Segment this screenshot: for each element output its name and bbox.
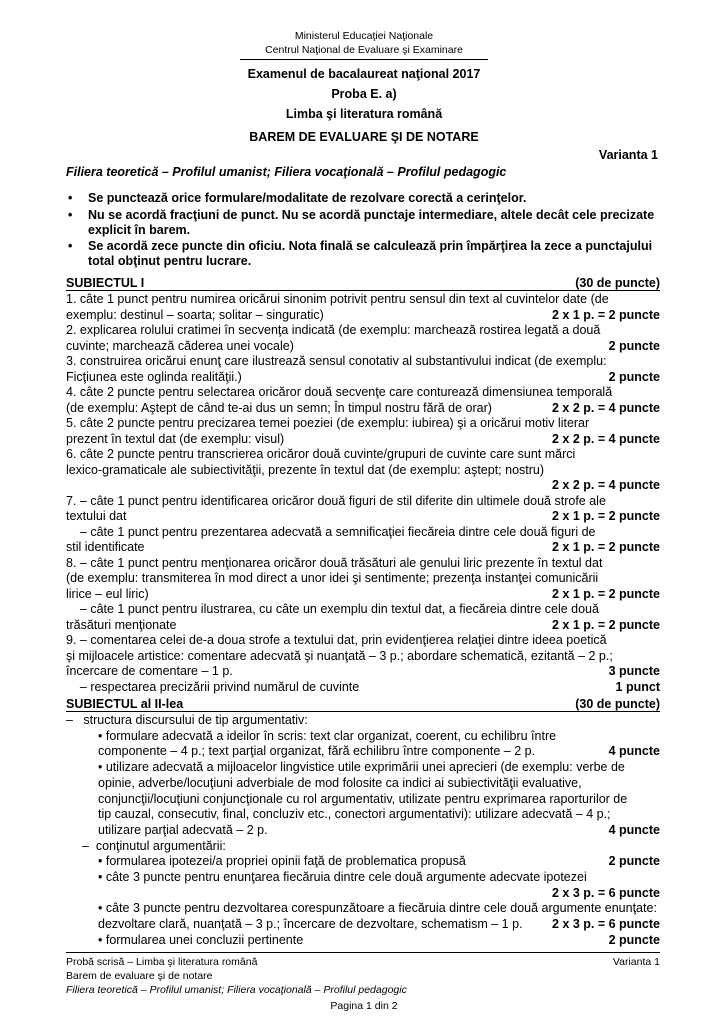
barem-line-score: 2 puncte <box>608 932 660 947</box>
barem-line-text: textului dat <box>66 509 127 523</box>
barem-line-text: stil identificate <box>66 540 145 554</box>
barem-line-text: componente – 4 p.; text parţial organizat, fără echilibru între componente – 2 p. <box>98 744 536 759</box>
barem-line-text: Ficţiunea este oglinda realităţii.) <box>66 369 242 384</box>
ministry-name: Ministerul Educaţiei Naţionale <box>294 30 434 42</box>
barem-line <box>66 540 660 555</box>
barem-line <box>98 760 660 775</box>
barem-line <box>66 680 660 695</box>
barem-line <box>66 587 660 602</box>
footer-exam: Probă scrisă – Limba şi literatura română <box>66 956 258 968</box>
barem-line <box>66 292 660 307</box>
barem-line-score: 2 x 1 p. = 2 puncte <box>551 509 660 523</box>
barem-line-text: cuvinte; marchează căderea unei vocale) <box>66 338 294 353</box>
variant-label: Varianta 1 <box>598 148 658 162</box>
barem-line-text: şi mijloacele artistice: comentare adecvată şi nuanţată – 3 p.; abordare schematică, ezitantă – 2 p.; <box>66 648 613 663</box>
barem-line-score: 4 puncte <box>608 822 660 837</box>
barem-line-score: 2 puncte <box>608 338 660 353</box>
barem-line-text: • câte 3 puncte pentru enunţarea fiecăruia dintre cele două argumente adecvate ipotezei <box>98 870 587 884</box>
barem-line <box>98 792 660 807</box>
barem-line-score: 2 x 1 p. = 2 puncte <box>551 617 660 632</box>
section-1-title: SUBIECTUL I <box>66 276 145 290</box>
barem-line-text: 2. explicarea rolului cratimei în secvenţa indicată (de exemplu: marchează rostirea legată a două <box>66 323 601 337</box>
barem-line <box>66 618 660 633</box>
barem-line <box>66 633 660 648</box>
filiera-line: Filiera teoretică – Profilul umanist; Filiera vocaţională – Profilul pedagogic <box>66 165 507 179</box>
barem-line <box>98 933 660 948</box>
barem-line-text: exemplu: destinul – soarta; solitar – singuratic) <box>66 307 324 322</box>
barem-line <box>66 447 660 462</box>
barem-line-text: utilizare parţial adecvată – 2 p. <box>98 822 268 837</box>
barem-line <box>66 664 660 679</box>
barem-line-score: 1 punct <box>615 679 660 694</box>
barem-line-text: 3. construirea oricărui enunţ care ilustrează sensul conotativ al substantivului indicat (de exemplu: <box>66 354 607 368</box>
barem-line <box>98 854 660 869</box>
barem-line-text: • câte 3 puncte pentru dezvoltarea corespunzătoare a fiecăruia dintre cele două argumente enunţate: <box>98 901 657 916</box>
barem-line-text: opinie, adverbe/locuţiuni adverbiale de mod folosite ca indici ai subiectivităţii evaluative, <box>98 775 582 790</box>
barem-line-score: 2 puncte <box>608 369 660 384</box>
barem-line-score: 2 x 3 p. = 6 puncte <box>551 917 660 932</box>
barem-line <box>66 416 660 431</box>
instruction-item: • Se punctează orice formulare/modalitate de rezolvare corectă a cerinţelor. <box>68 191 527 205</box>
page-number: Pagina 1 din 2 <box>330 1000 398 1012</box>
barem-line-text: lexico-gramaticale ale subiectivităţii, prezente în textul dat (de exemplu: aştept; nostru) <box>66 462 545 477</box>
subject-title: Limba şi literatura română <box>285 107 443 121</box>
barem-line-text: – câte 1 punct pentru ilustrarea, cu câte un exemplu din textul dat, a fiecăreia dintre cele două <box>66 602 599 616</box>
barem-line-text: (de exemplu: Aştept de când te-ai dus un semn; În timpul nostru fără de orar) <box>66 400 492 415</box>
barem-line <box>66 713 660 728</box>
barem-line-text: 9. – comentarea celei de-a doua strofe a textului dat, prin evidenţierea relaţiei dintre ideea poetică <box>66 633 607 647</box>
barem-line-text: • formularea unei concluzii pertinente <box>98 932 304 947</box>
footer-filiera: Filiera teoretică – Profilul umanist; Filiera vocaţională – Profilul pedagogic <box>66 984 407 996</box>
barem-line-score: 2 x 1 p. = 2 puncte <box>551 540 660 554</box>
barem-line <box>66 649 660 664</box>
instruction-item: • Nu se acordă fracţiuni de punct. Nu se acordă punctaje intermediare, altele decât cele precizate explicit în barem. <box>68 207 655 237</box>
section-1-header <box>66 276 660 291</box>
barem-line <box>66 571 660 586</box>
barem-line-text: (de exemplu: transmiterea în mod direct a unor idei şi sentimente; prezenţa instanţei comunicării <box>66 571 599 585</box>
barem-line <box>66 308 660 323</box>
section-2-header <box>66 697 660 712</box>
section-2-title: SUBIECTUL al II-lea <box>66 697 184 711</box>
header-rule <box>240 59 488 60</box>
barem-line-text: dezvoltare clară, nuanţată – 3 p.; încercare de dezvoltare, schematism – 1 p. <box>98 917 523 932</box>
barem-line-text: • formularea ipotezei/a propriei opinii faţă de problematica propusă <box>98 854 466 869</box>
barem-line-text: trăsături menţionate <box>66 617 177 632</box>
barem-line <box>82 839 660 854</box>
barem-line-text: 7. – câte 1 punct pentru identificarea oricăror două figuri de stil diferite din ultimele două strofe ale <box>66 493 606 508</box>
barem-line <box>66 525 660 540</box>
barem-line <box>98 744 660 759</box>
barem-line <box>98 823 660 838</box>
barem-line-score: 2 x 2 p. = 4 puncte <box>551 400 660 415</box>
barem-line-text: 1. câte 1 punct pentru numirea oricărui sinonim potrivit pentru sensul din text al cuvintelor date (de <box>66 292 609 306</box>
barem-line <box>66 323 660 338</box>
barem-line-text: – conţinutul argumentării: <box>82 838 226 853</box>
barem-line <box>66 385 660 400</box>
barem-line-text: tip cauzal, consecutiv, final, concluziv etc., conectori argumentativi): utilizare adecvată – 4 p.; <box>98 807 611 822</box>
barem-line-text: 8. – câte 1 punct pentru menţionarea oricăror două trăsături ale genului liric prezente în textul dat <box>66 555 603 570</box>
section-1-points: (30 de puncte) <box>575 276 660 290</box>
footer-variant: Varianta 1 <box>612 956 660 968</box>
barem-line-score: 2 puncte <box>608 854 660 869</box>
barem-line <box>66 354 660 369</box>
barem-line <box>98 807 660 822</box>
barem-line-text: prezent în textul dat (de exemplu: visul) <box>66 431 285 446</box>
barem-line-score: 2 x 2 p. = 4 puncte <box>551 431 660 446</box>
barem-line <box>66 494 660 509</box>
barem-line <box>66 602 660 617</box>
footer-barem: Barem de evaluare şi de notare <box>66 970 213 982</box>
barem-line-score: 2 x 2 p. = 4 puncte <box>551 478 660 492</box>
barem-line <box>98 886 660 901</box>
barem-line <box>98 901 660 916</box>
barem-line-text: – câte 1 punct pentru prezentarea adecvată a semnificaţiei fiecăreia dintre cele două figuri de <box>66 524 596 539</box>
barem-line-text: – respectarea precizării privind numărul de cuvinte <box>66 679 360 694</box>
barem-line-score: 2 x 3 p. = 6 puncte <box>551 885 660 900</box>
section-2-points: (30 de puncte) <box>575 697 660 711</box>
barem-line <box>66 432 660 447</box>
barem-line-text: • formulare adecvată a ideilor în scris: text clar organizat, coerent, cu echilibru între <box>98 728 557 743</box>
center-name: Centrul Naţional de Evaluare şi Examinare <box>265 44 463 56</box>
barem-line <box>66 370 660 385</box>
barem-line <box>66 401 660 416</box>
barem-line-score: 2 x 1 p. = 2 puncte <box>551 307 660 322</box>
barem-line <box>98 776 660 791</box>
barem-line-score: 3 puncte <box>608 664 660 678</box>
barem-line-text: încercare de comentare – 1 p. <box>66 664 233 678</box>
barem-line-text: – structura discursului de tip argumentativ: <box>66 713 308 727</box>
barem-line <box>98 917 660 932</box>
barem-line <box>98 729 660 744</box>
footer-rule <box>66 952 660 953</box>
barem-line-text: conjuncţii/locuţiuni conjuncţionale cu rol argumentativ, utilizate pentru exprimarea raporturilor de <box>98 791 628 806</box>
instruction-item: • Se acordă zece puncte din oficiu. Nota finală se calculează prin împărţirea la zece a punctajului total obţinut pentru lucrare. <box>68 239 653 269</box>
barem-line <box>66 463 660 478</box>
barem-line <box>66 556 660 571</box>
barem-line-text: 5. câte 2 puncte pentru precizarea temei poeziei (de exemplu: iubirea) şi a oricărui motiv literar <box>66 416 590 430</box>
barem-title: BAREM DE EVALUARE ŞI DE NOTARE <box>249 130 479 144</box>
barem-line <box>66 339 660 354</box>
footer-row-1 <box>66 956 660 968</box>
barem-line-score: 4 puncte <box>608 744 660 759</box>
barem-line-text: 6. câte 2 puncte pentru transcrierea oricăror două cuvinte/grupuri de cuvinte care sunt mărci <box>66 447 576 461</box>
barem-line-text: • utilizare adecvată a mijloacelor lingvistice utile exprimării unei aprecieri (de exemplu: verbe de <box>98 760 625 775</box>
barem-line-score: 2 x 1 p. = 2 puncte <box>551 586 660 601</box>
barem-line <box>66 509 660 524</box>
barem-line-text: lirice – eul liric) <box>66 586 149 601</box>
barem-line-text: 4. câte 2 puncte pentru selectarea oricăror două secvenţe care conturează dimensiunea temporală <box>66 385 613 399</box>
barem-line <box>66 478 660 493</box>
proba-title: Proba E. a) <box>331 87 397 101</box>
exam-title: Examenul de bacalaureat naţional 2017 <box>247 67 481 81</box>
instructions-list <box>66 191 660 271</box>
barem-line <box>98 870 660 885</box>
